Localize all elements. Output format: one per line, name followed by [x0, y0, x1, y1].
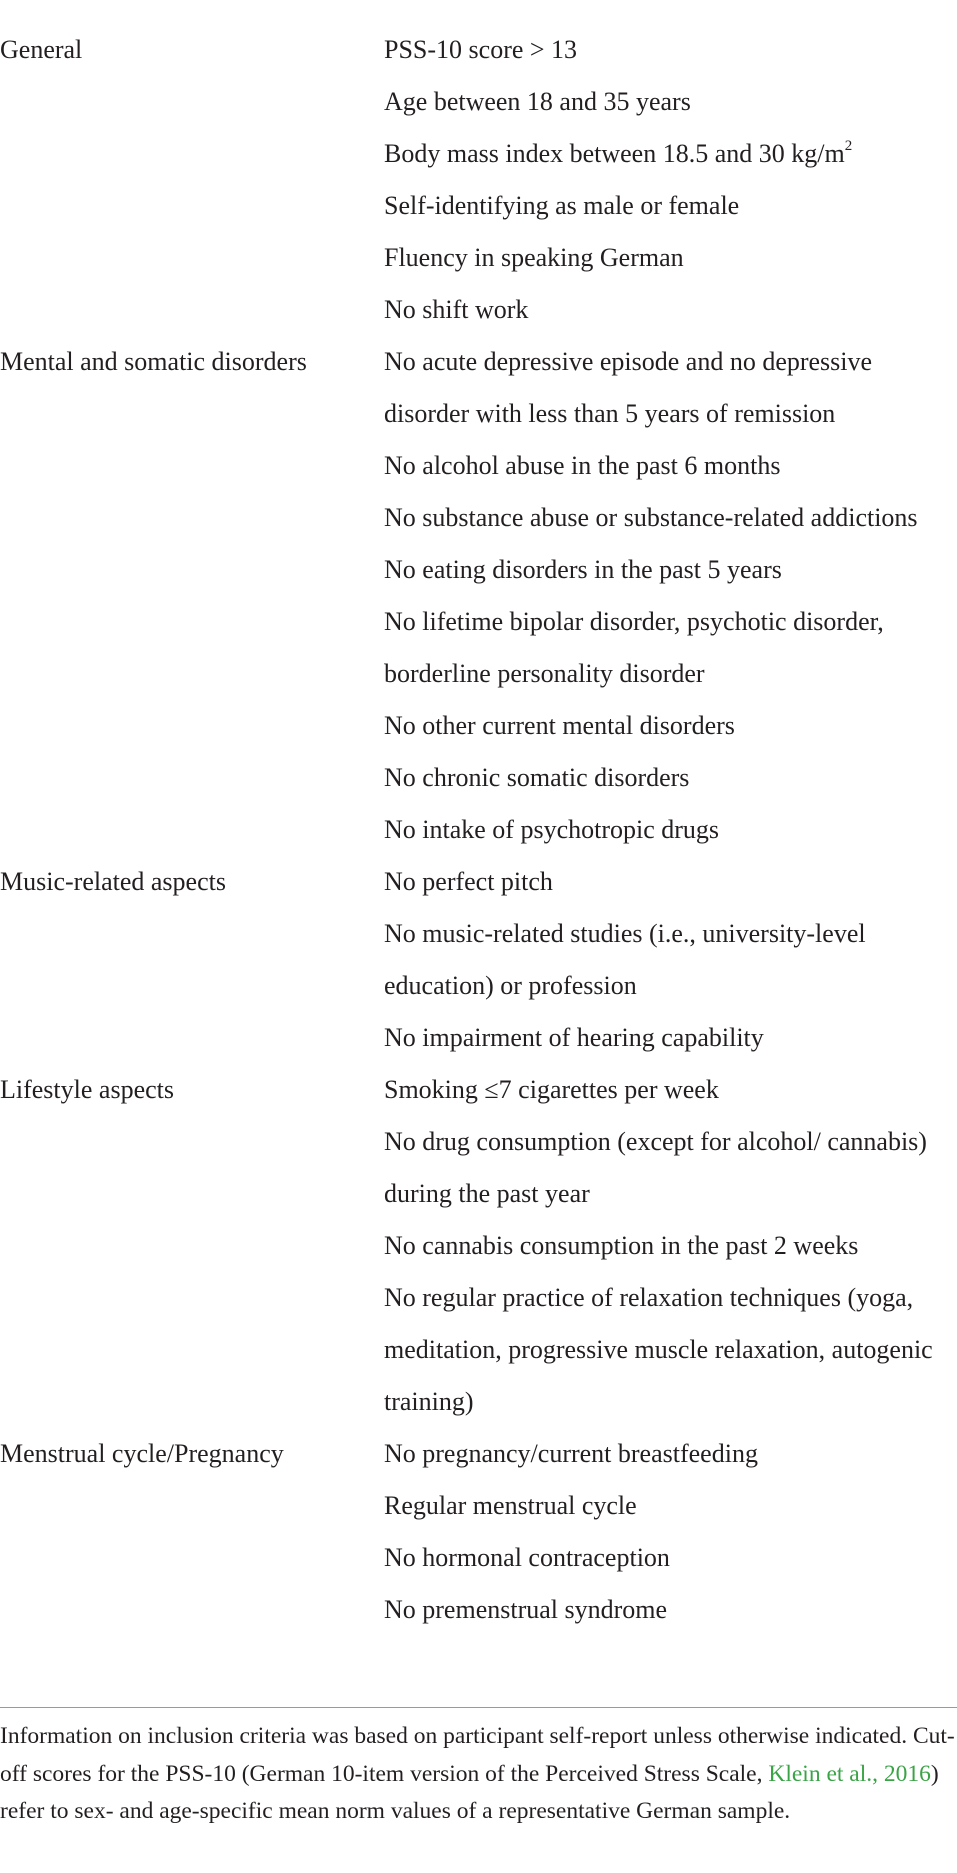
criteria-group-lifestyle — [0, 1064, 957, 1428]
criteria-list — [384, 1428, 957, 1636]
criterion-item: No hormonal contraception — [384, 1543, 670, 1572]
category-label: Music-related aspects — [0, 867, 226, 896]
criterion-item: No other current mental disorders — [384, 711, 735, 740]
category-label: Mental and somatic disorders — [0, 347, 307, 376]
criterion-item: No music-related studies (i.e., university-level education) or profession — [384, 919, 866, 1000]
criteria-group-mental-somatic — [0, 336, 957, 856]
inclusion-criteria-table — [0, 24, 957, 1636]
criterion-item: No acute depressive episode and no depressive disorder with less than 5 years of remission — [384, 347, 873, 428]
category-label: General — [0, 35, 83, 64]
criteria-list — [384, 856, 957, 1064]
footnote-text-after: ) refer to sex- and age-specific mean norm values of a representative German sample. — [0, 1760, 939, 1824]
criterion-item: No pregnancy/current breastfeeding — [384, 1439, 758, 1468]
criterion-item: No perfect pitch — [384, 867, 553, 896]
citation-link[interactable]: Klein et al., 2016 — [768, 1760, 931, 1787]
category-label: Lifestyle aspects — [0, 1075, 174, 1104]
criterion-item: Smoking ≤7 cigarettes per week — [384, 1075, 719, 1104]
criteria-group-menstrual — [0, 1428, 957, 1636]
superscript-two: 2 — [844, 138, 853, 155]
footnote-text-before: Information on inclusion criteria was based on participant self-report unless otherwise indicated. Cut-off scores for the PSS-10 (German 10-item version of the Perceived Stress Scale, — [0, 1723, 955, 1787]
criteria-list — [384, 336, 957, 856]
criterion-item: Age between 18 and 35 years — [384, 87, 691, 116]
criterion-item: No substance abuse or substance-related addictions — [384, 503, 918, 532]
criterion-item: No lifetime bipolar disorder, psychotic disorder, borderline personality disorder — [384, 607, 884, 688]
criterion-item: Body mass index between 18.5 and 30 $kg/m^2$ — [384, 138, 853, 168]
table-footnote — [0, 1718, 957, 1831]
criterion-item: No intake of psychotropic drugs — [384, 815, 720, 844]
criteria-list — [384, 24, 957, 336]
criterion-item: No chronic somatic disorders — [384, 763, 690, 792]
criteria-group-general — [0, 24, 957, 336]
criterion-item: No alcohol abuse in the past 6 months — [384, 451, 781, 480]
criterion-item: No drug consumption (except for alcohol/ cannabis) during the past year — [384, 1127, 927, 1208]
criterion-item: No impairment of hearing capability — [384, 1023, 764, 1052]
criterion-item: Self-identifying as male or female — [384, 191, 740, 220]
criteria-group-music — [0, 856, 957, 1064]
criterion-item: No cannabis consumption in the past 2 weeks — [384, 1231, 859, 1260]
criterion-item: Regular menstrual cycle — [384, 1491, 637, 1520]
criterion-item: PSS-10 score > 13 — [384, 35, 578, 64]
criterion-item: No premenstrual syndrome — [384, 1595, 668, 1624]
criterion-item: No shift work — [384, 295, 529, 324]
criterion-item: No regular practice of relaxation techniques (yoga, meditation, progressive muscle relaxation, autogenic training) — [384, 1283, 933, 1416]
table-divider — [0, 1707, 957, 1708]
criteria-list — [384, 1064, 957, 1428]
criterion-item: No eating disorders in the past 5 years — [384, 555, 782, 584]
criterion-item: Fluency in speaking German — [384, 243, 684, 272]
category-label: Menstrual cycle/Pregnancy — [0, 1439, 284, 1468]
